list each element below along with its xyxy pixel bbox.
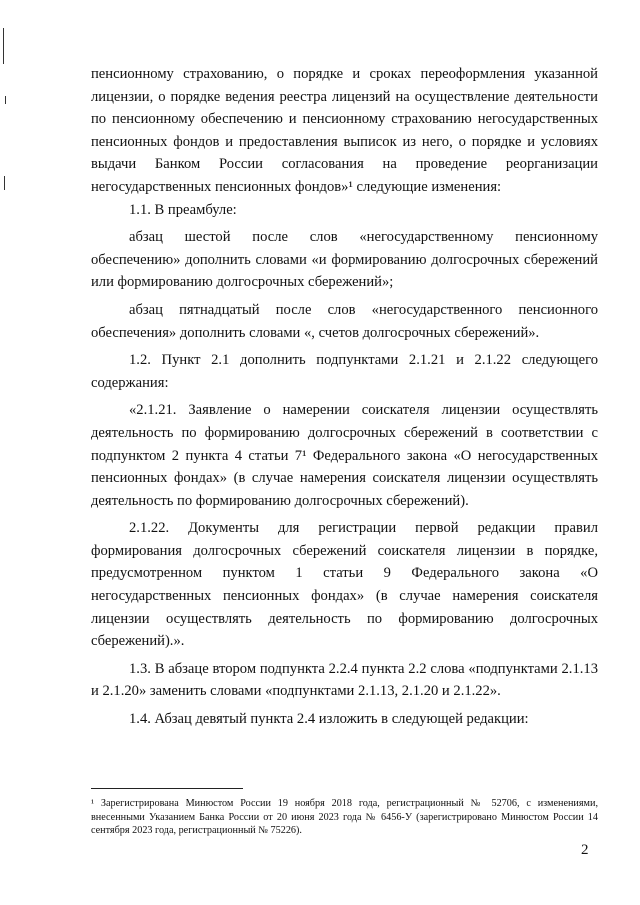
paragraph-2-1-21: «2.1.21. Заявление о намерении соискателя лицензии осуществлять деятельность по формированию долгосрочных сбережений в соответствии с подпунктом 2 пункта 4 статьи 7¹ Федерального закона «О негосударственных пенсионных фондах» (в случае намерения соискателя лицензии осуществлять деятельность по формированию долгосрочных сбережений). (91, 402, 598, 509)
paragraph-1-3: 1.3. В абзаце втором подпункта 2.2.4 пункта 2.2 слова «подпунктами 2.1.13 и 2.1.20» заменить словами «подпунктами 2.1.13, 2.1.20 и 2.1.22». (91, 660, 598, 700)
paragraph-1-2: 1.2. Пункт 2.1 дополнить подпунктами 2.1.21 и 2.1.22 следующего содержания: (91, 352, 598, 391)
scan-mark (4, 176, 5, 190)
footnote: ¹ Зарегистрирована Минюстом России 19 ноября 2018 года, регистрационный № 52706, с изменениями, внесенными Указанием Банка России от 20 июня 2023 года № 6456-У (зарегистрировано Минюстом России 14 сентября 2023 года, регистрационный № 75226). (91, 798, 598, 837)
paragraph-2-1-22: 2.1.22. Документы для регистрации первой редакции правил формирования долгосрочных сбережений соискателя лицензии в порядке, предусмотренном пунктом 1 статьи 9 Федерального закона «О негосударственных пенсионных фондах» (в случае намерения соискателя лицензии осуществлять деятельность по формированию долгосрочных сбережений).». (91, 520, 598, 650)
document-body (91, 63, 598, 736)
paragraph-continuation: пенсионному страхованию, о порядке и сроках переоформления указанной лицензии, о порядке ведения реестра лицензий на осуществление деятельности по пенсионному обеспечению и пенсионному страхованию негосударственных пенсионных фондов и предоставления выписок из него, о порядке и условиях выдачи Банком России согласования на проведение реорганизации негосударственных пенсионных фондов»¹ следующие изменения: (91, 66, 598, 195)
scan-mark (5, 96, 6, 104)
paragraph-preamble-abzac-6: абзац шестой после слов «негосударственному пенсионному обеспечению» дополнить словами «и формированию долгосрочных сбережений или формированию долгосрочных сбережений»; (91, 229, 598, 291)
paragraph-1-4: 1.4. Абзац девятый пункта 2.4 изложить в следующей редакции: (129, 711, 529, 728)
paragraph-1-1-heading: 1.1. В преамбуле: (129, 201, 237, 218)
paragraph-preamble-abzac-15: абзац пятнадцатый после слов «негосударственного пенсионного обеспечения» дополнить словами «, счетов долгосрочных сбережений». (91, 301, 598, 341)
scan-mark (3, 28, 4, 64)
footnote-divider (91, 788, 243, 789)
page-number: 2 (581, 842, 589, 858)
